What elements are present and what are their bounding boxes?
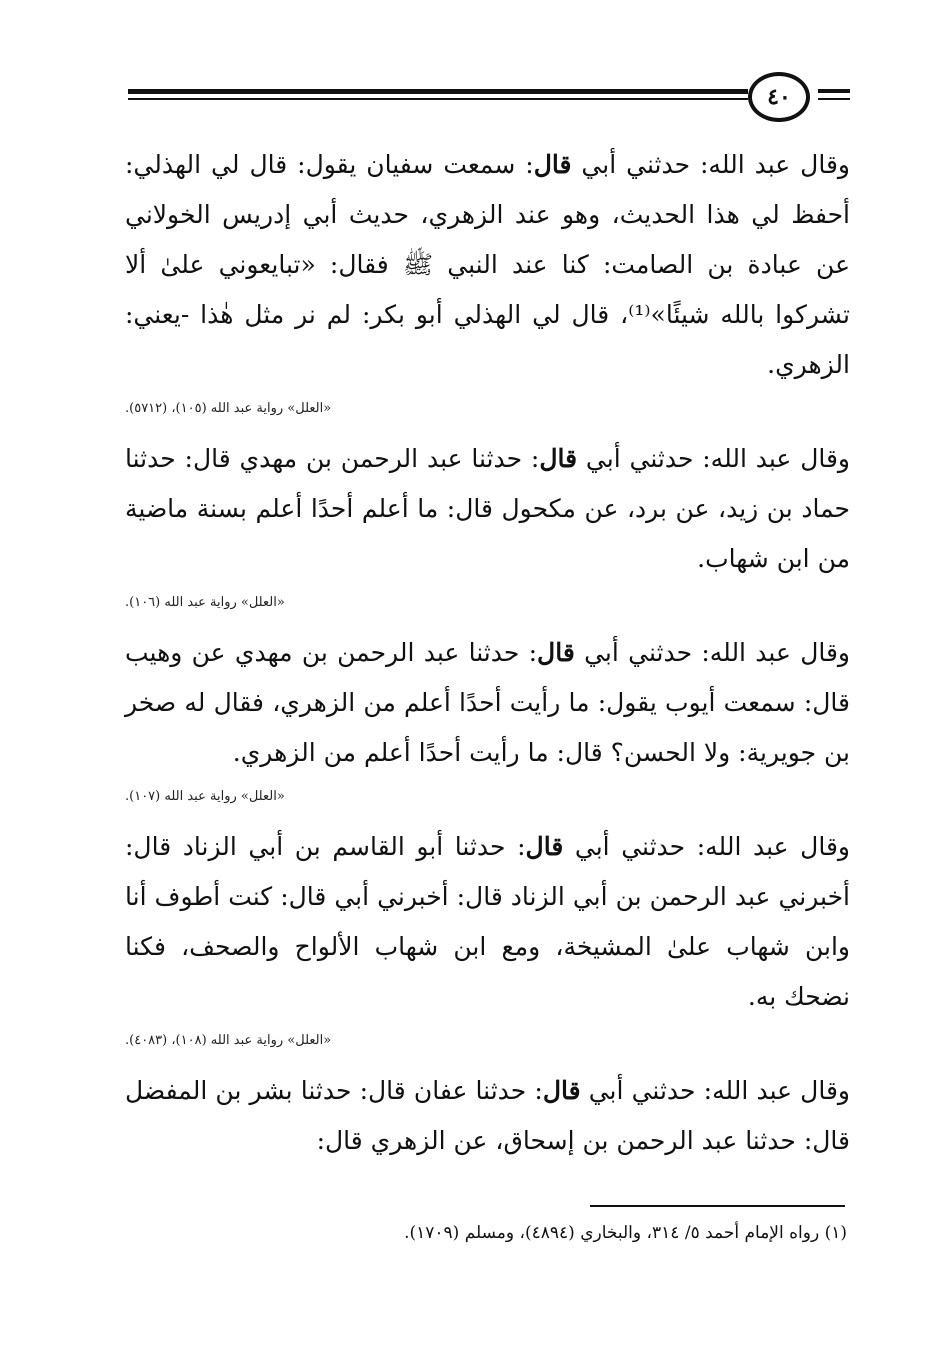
para-bold: قال [537,638,575,667]
paragraph-5 [125,1066,850,1166]
para-text: : حدثنا عبد الرحمن بن مهدي عن وهيب قال: سمعت أيوب يقول: ما رأيت أحدًا أعلم من الزهري، فقال له صخر بن جويرية: ولا الحسن؟ قال: ما رأيت أحدًا أعلم من الزهري. [125,638,850,767]
source-citation: «العلل» رواية عبد الله (١٠٦). [125,595,285,610]
para-text: وقال عبد الله: حدثني أبي [563,832,850,861]
header-rule-right [818,89,850,93]
para-bold: قال [533,150,572,179]
para-text: وقال عبد الله: حدثني أبي [580,1076,850,1105]
para-bold: قال [539,444,578,473]
footnote: (١) رواه الإمام أحمد ٥/ ٣١٤، والبخاري (٤٨٩٤)، ومسلم (١٧٠٩). [404,1223,847,1243]
para-text: وقال عبد الله: حدثني أبي [574,638,851,667]
para-text: : حدثنا أبو القاسم بن أبي الزناد قال: أخبرني عبد الرحمن بن أبي الزناد قال: أخبرني أبي قال: كنت أطوف أنا وابن شهاب علىٰ المشيخة، ومع ابن شهاب الألواح والصحف، فكنا نضحك به. [125,832,850,1011]
para-text: : حدثنا عفان قال: حدثنا بشر بن المفضل قال: حدثنا عبد الرحمن بن إسحاق، عن الزهري قال: [125,1076,850,1155]
source-citation: «العلل» رواية عبد الله (١٠٨)، (٤٠٨٣). [125,1033,332,1048]
para-bold: قال [542,1076,581,1105]
page-number: ٤٠ [748,72,810,122]
header-rule-right-thin [818,98,850,100]
paragraph-1 [125,140,850,390]
para-text: : سمعت سفيان يقول: قال لي الهذلي: أحفظ لي هذا الحديث، وهو عند الزهري، حديث أبي إدريس الخولاني عن عبادة بن الصامت: كنا عند النبي ﷺ فقال: «تبايعوني علىٰ ألا تشركوا بالله شيئًا»⁽¹⁾، قال لي الهذلي أبو بكر: لم نر مثل هٰذا -يعني: الزهري. [125,150,851,379]
para-bold: قال [525,832,564,861]
paragraph-2 [125,434,850,584]
para-text: : حدثنا عبد الرحمن بن مهدي قال: حدثنا حماد بن زيد، عن برد، عن مكحول قال: ما أعلم أحدًا أعلم بسنة ماضية من ابن شهاب. [125,444,850,573]
source-citation: «العلل» رواية عبد الله (١٠٥)، (٥٧١٢). [125,401,332,416]
header-rule-thin [128,98,748,100]
header-rule [128,89,748,94]
para-text: وقال عبد الله: حدثني أبي [571,150,850,179]
paragraph-3 [125,628,850,778]
main-text [125,140,850,1166]
source-citation: «العلل» رواية عبد الله (١٠٧). [125,789,285,804]
page-header [128,72,850,126]
paragraph-4 [125,822,850,1022]
para-text: وقال عبد الله: حدثني أبي [577,444,850,473]
footnote-rule [590,1205,845,1207]
